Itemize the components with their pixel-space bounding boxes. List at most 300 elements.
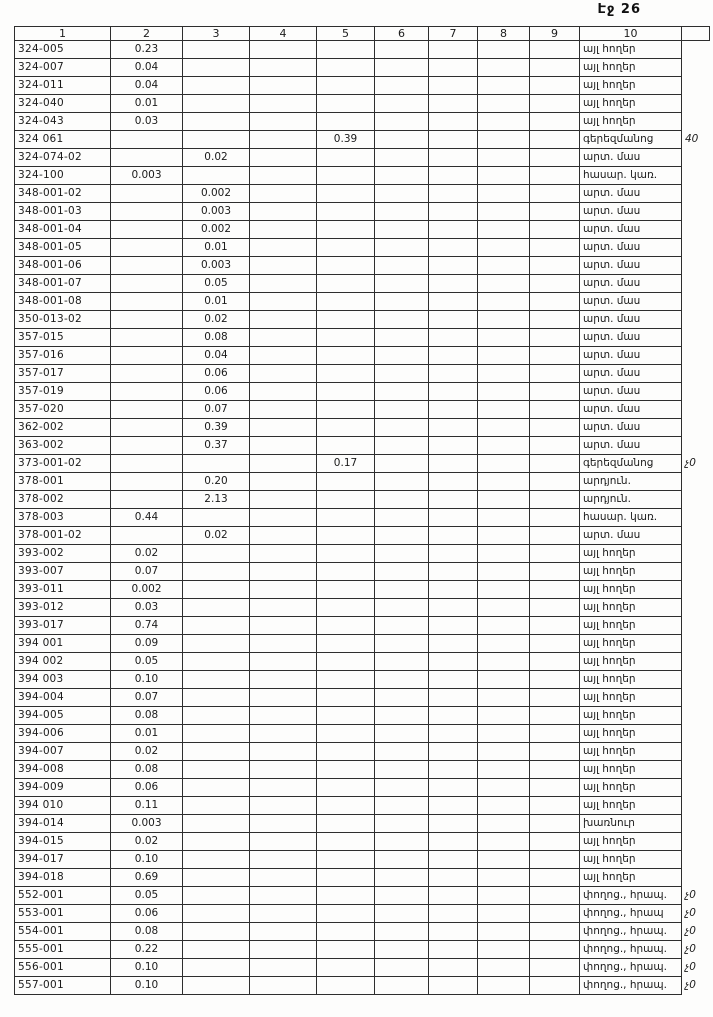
margin-note	[682, 653, 710, 671]
value-cell: 0.10	[111, 959, 183, 977]
margin-note	[682, 725, 710, 743]
value-cell	[250, 185, 317, 203]
land-use-cell: արտ. մաս	[580, 221, 682, 239]
table-row	[15, 689, 710, 707]
land-use-cell: արտ. մաս	[580, 437, 682, 455]
value-cell	[530, 563, 580, 581]
value-cell	[478, 59, 530, 77]
land-use-cell: արտ. մաս	[580, 149, 682, 167]
value-cell	[478, 617, 530, 635]
table-row	[15, 581, 710, 599]
land-use-cell: փողոց., հրապ.	[580, 923, 682, 941]
value-cell	[250, 473, 317, 491]
value-cell: 0.02	[111, 545, 183, 563]
value-cell	[111, 311, 183, 329]
table-row	[15, 599, 710, 617]
land-use-cell: արդյուն.	[580, 491, 682, 509]
margin-note	[682, 617, 710, 635]
margin-note	[682, 599, 710, 617]
value-cell	[530, 635, 580, 653]
value-cell: 0.08	[111, 707, 183, 725]
margin-note	[682, 581, 710, 599]
value-cell: 0.04	[111, 77, 183, 95]
margin-note	[682, 761, 710, 779]
value-cell	[375, 509, 429, 527]
value-cell	[375, 779, 429, 797]
value-cell	[530, 347, 580, 365]
value-cell	[478, 185, 530, 203]
value-cell	[429, 923, 478, 941]
parcel-code-cell: 357-015	[15, 329, 111, 347]
value-cell	[478, 167, 530, 185]
table-row	[15, 617, 710, 635]
land-use-cell: արտ. մաս	[580, 311, 682, 329]
land-parcels-table	[14, 26, 710, 995]
value-cell	[375, 131, 429, 149]
table-row	[15, 401, 710, 419]
value-cell	[478, 725, 530, 743]
value-cell	[317, 509, 375, 527]
table-row	[15, 959, 710, 977]
value-cell: 0.11	[111, 797, 183, 815]
value-cell	[429, 977, 478, 995]
value-cell	[429, 959, 478, 977]
value-cell	[250, 959, 317, 977]
margin-note: չ0	[685, 907, 696, 920]
parcel-code-cell: 394 002	[15, 653, 111, 671]
value-cell: 0.002	[183, 185, 250, 203]
value-cell: 0.02	[111, 743, 183, 761]
value-cell: 0.08	[111, 761, 183, 779]
value-cell	[250, 455, 317, 473]
value-cell	[250, 671, 317, 689]
column-header-9: 9	[530, 27, 580, 41]
value-cell	[317, 419, 375, 437]
table-row	[15, 437, 710, 455]
value-cell	[317, 527, 375, 545]
value-cell: 0.03	[111, 113, 183, 131]
value-cell	[429, 941, 478, 959]
margin-note	[682, 383, 710, 401]
land-use-cell: արտ. մաս	[580, 419, 682, 437]
value-cell	[478, 329, 530, 347]
value-cell	[429, 365, 478, 383]
value-cell	[317, 545, 375, 563]
value-cell: 0.06	[111, 779, 183, 797]
value-cell	[478, 95, 530, 113]
value-cell	[111, 275, 183, 293]
land-use-cell: արտ. մաս	[580, 275, 682, 293]
value-cell	[183, 797, 250, 815]
value-cell	[250, 905, 317, 923]
land-use-cell: արտ. մաս	[580, 347, 682, 365]
margin-note	[682, 203, 710, 221]
value-cell	[429, 203, 478, 221]
value-cell	[317, 329, 375, 347]
value-cell	[250, 59, 317, 77]
value-cell	[429, 419, 478, 437]
value-cell	[375, 95, 429, 113]
value-cell	[375, 635, 429, 653]
value-cell	[111, 437, 183, 455]
land-use-cell: գերեզմանոց	[580, 131, 682, 149]
value-cell	[530, 185, 580, 203]
value-cell	[530, 833, 580, 851]
value-cell	[375, 959, 429, 977]
parcel-code-cell: 348-001-08	[15, 293, 111, 311]
margin-note	[682, 707, 710, 725]
value-cell	[375, 851, 429, 869]
margin-note	[682, 473, 710, 491]
value-cell	[250, 707, 317, 725]
table-row	[15, 779, 710, 797]
parcel-code-cell: 394-015	[15, 833, 111, 851]
value-cell: 0.07	[111, 563, 183, 581]
value-cell	[375, 743, 429, 761]
value-cell	[317, 473, 375, 491]
table-row	[15, 473, 710, 491]
value-cell	[250, 689, 317, 707]
value-cell	[429, 329, 478, 347]
value-cell	[530, 239, 580, 257]
value-cell	[183, 815, 250, 833]
value-cell	[375, 527, 429, 545]
table-row	[15, 797, 710, 815]
column-header-6: 6	[375, 27, 429, 41]
table-row	[15, 653, 710, 671]
value-cell	[250, 311, 317, 329]
margin-note	[682, 347, 710, 365]
value-cell	[375, 437, 429, 455]
value-cell	[429, 131, 478, 149]
value-cell	[375, 707, 429, 725]
value-cell	[530, 905, 580, 923]
value-cell	[429, 869, 478, 887]
value-cell	[111, 491, 183, 509]
margin-note	[682, 527, 710, 545]
value-cell	[111, 293, 183, 311]
value-cell	[478, 131, 530, 149]
value-cell	[250, 365, 317, 383]
value-cell	[183, 761, 250, 779]
value-cell	[250, 599, 317, 617]
value-cell	[111, 401, 183, 419]
parcel-code-cell: 553-001	[15, 905, 111, 923]
parcel-code-cell: 348-001-05	[15, 239, 111, 257]
land-use-cell: արտ. մաս	[580, 527, 682, 545]
value-cell	[183, 167, 250, 185]
value-cell	[530, 815, 580, 833]
value-cell	[530, 923, 580, 941]
value-cell	[478, 581, 530, 599]
value-cell	[375, 455, 429, 473]
value-cell: 0.69	[111, 869, 183, 887]
value-cell: 0.02	[183, 311, 250, 329]
value-cell	[111, 365, 183, 383]
table-row	[15, 275, 710, 293]
value-cell	[375, 671, 429, 689]
value-cell	[375, 185, 429, 203]
value-cell	[250, 653, 317, 671]
table-row	[15, 869, 710, 887]
value-cell	[530, 887, 580, 905]
parcel-code-cell: 394-018	[15, 869, 111, 887]
value-cell: 0.37	[183, 437, 250, 455]
value-cell	[375, 167, 429, 185]
value-cell	[478, 671, 530, 689]
value-cell	[530, 365, 580, 383]
value-cell	[375, 923, 429, 941]
value-cell	[375, 833, 429, 851]
land-use-cell: այլ հողեր	[580, 635, 682, 653]
value-cell	[111, 131, 183, 149]
value-cell	[250, 779, 317, 797]
value-cell	[478, 545, 530, 563]
value-cell	[250, 617, 317, 635]
margin-note	[682, 311, 710, 329]
value-cell	[183, 725, 250, 743]
value-cell	[530, 671, 580, 689]
value-cell: 0.01	[183, 239, 250, 257]
value-cell	[429, 527, 478, 545]
margin-note: չ0	[685, 889, 696, 902]
parcel-code-cell: 394 010	[15, 797, 111, 815]
value-cell	[317, 941, 375, 959]
table-row	[15, 977, 710, 995]
table-row	[15, 833, 710, 851]
value-cell	[183, 599, 250, 617]
parcel-code-cell: 350-013-02	[15, 311, 111, 329]
table-row	[15, 527, 710, 545]
value-cell	[429, 77, 478, 95]
value-cell: 0.003	[183, 203, 250, 221]
value-cell	[317, 959, 375, 977]
value-cell	[530, 419, 580, 437]
parcel-code-cell: 378-001	[15, 473, 111, 491]
parcel-code-cell: 393-012	[15, 599, 111, 617]
column-header-10: 10	[580, 27, 682, 41]
value-cell: 0.07	[111, 689, 183, 707]
value-cell	[429, 743, 478, 761]
value-cell	[478, 41, 530, 59]
parcel-code-cell: 555-001	[15, 941, 111, 959]
margin-note	[682, 59, 710, 77]
value-cell	[530, 77, 580, 95]
margin-note	[682, 437, 710, 455]
value-cell	[317, 851, 375, 869]
parcel-code-cell: 348-001-04	[15, 221, 111, 239]
value-cell	[250, 563, 317, 581]
value-cell: 0.10	[111, 671, 183, 689]
value-cell	[317, 491, 375, 509]
value-cell	[250, 761, 317, 779]
value-cell	[429, 851, 478, 869]
land-use-cell: այլ հողեր	[580, 707, 682, 725]
margin-note	[682, 221, 710, 239]
parcel-code-cell: 324-074-02	[15, 149, 111, 167]
value-cell	[250, 239, 317, 257]
table-row	[15, 77, 710, 95]
value-cell	[111, 347, 183, 365]
value-cell	[375, 797, 429, 815]
value-cell	[183, 509, 250, 527]
value-cell	[317, 671, 375, 689]
value-cell	[429, 275, 478, 293]
value-cell	[429, 761, 478, 779]
margin-note	[682, 743, 710, 761]
margin-note	[682, 257, 710, 275]
value-cell	[183, 77, 250, 95]
parcel-code-cell: 393-017	[15, 617, 111, 635]
value-cell	[317, 293, 375, 311]
value-cell	[530, 761, 580, 779]
value-cell	[478, 689, 530, 707]
margin-note: չ0	[685, 457, 696, 470]
value-cell	[317, 743, 375, 761]
parcel-code-cell: 324-007	[15, 59, 111, 77]
column-header-3: 3	[183, 27, 250, 41]
value-cell	[478, 311, 530, 329]
column-header-5: 5	[317, 27, 375, 41]
parcel-code-cell: 348-001-06	[15, 257, 111, 275]
value-cell	[530, 617, 580, 635]
value-cell	[429, 257, 478, 275]
margin-note: չ0	[685, 961, 696, 974]
table-row	[15, 257, 710, 275]
value-cell	[429, 779, 478, 797]
value-cell	[375, 545, 429, 563]
land-use-cell: այլ հողեր	[580, 653, 682, 671]
value-cell: 0.23	[111, 41, 183, 59]
table-row	[15, 923, 710, 941]
value-cell	[478, 239, 530, 257]
value-cell: 0.08	[111, 923, 183, 941]
value-cell	[111, 527, 183, 545]
value-cell: 0.003	[183, 257, 250, 275]
margin-note	[682, 815, 710, 833]
table-row	[15, 113, 710, 131]
value-cell	[478, 455, 530, 473]
value-cell	[478, 635, 530, 653]
value-cell: 0.05	[111, 653, 183, 671]
value-cell	[530, 113, 580, 131]
value-cell	[375, 563, 429, 581]
value-cell	[375, 275, 429, 293]
land-use-cell: այլ հողեր	[580, 581, 682, 599]
value-cell	[317, 977, 375, 995]
table-row	[15, 671, 710, 689]
land-use-cell: խառնուր	[580, 815, 682, 833]
value-cell	[250, 41, 317, 59]
value-cell	[250, 437, 317, 455]
table-row	[15, 41, 710, 59]
value-cell	[317, 797, 375, 815]
margin-note	[682, 851, 710, 869]
parcel-code-cell: 557-001	[15, 977, 111, 995]
value-cell	[317, 221, 375, 239]
value-cell	[429, 887, 478, 905]
value-cell: 0.20	[183, 473, 250, 491]
value-cell	[183, 905, 250, 923]
value-cell	[250, 95, 317, 113]
value-cell	[250, 347, 317, 365]
land-use-cell: այլ հողեր	[580, 77, 682, 95]
value-cell	[317, 887, 375, 905]
value-cell	[530, 527, 580, 545]
value-cell	[530, 293, 580, 311]
value-cell	[375, 203, 429, 221]
value-cell	[429, 509, 478, 527]
table-row	[15, 149, 710, 167]
value-cell	[183, 887, 250, 905]
value-cell	[429, 833, 478, 851]
parcel-code-cell: 556-001	[15, 959, 111, 977]
value-cell	[250, 383, 317, 401]
value-cell	[183, 689, 250, 707]
value-cell	[317, 401, 375, 419]
value-cell	[429, 437, 478, 455]
margin-note	[682, 833, 710, 851]
value-cell	[250, 581, 317, 599]
value-cell	[317, 95, 375, 113]
value-cell	[429, 455, 478, 473]
parcel-code-cell: 394-006	[15, 725, 111, 743]
land-use-cell: այլ հողեր	[580, 833, 682, 851]
value-cell: 0.03	[111, 599, 183, 617]
land-use-cell: արտ. մաս	[580, 257, 682, 275]
value-cell	[530, 725, 580, 743]
parcel-code-cell: 394 003	[15, 671, 111, 689]
parcel-code-cell: 378-003	[15, 509, 111, 527]
margin-note	[682, 293, 710, 311]
land-use-cell: այլ հողեր	[580, 95, 682, 113]
value-cell	[530, 941, 580, 959]
margin-note: չ0	[685, 925, 696, 938]
land-use-cell: այլ հողեր	[580, 779, 682, 797]
value-cell	[250, 509, 317, 527]
value-cell	[183, 779, 250, 797]
table-row	[15, 941, 710, 959]
value-cell	[429, 383, 478, 401]
land-use-cell: այլ հողեր	[580, 725, 682, 743]
value-cell: 0.003	[111, 815, 183, 833]
value-cell	[375, 365, 429, 383]
value-cell	[530, 455, 580, 473]
value-cell	[250, 545, 317, 563]
table-header-row	[15, 27, 710, 41]
parcel-code-cell: 357-019	[15, 383, 111, 401]
column-header-1: 1	[15, 27, 111, 41]
land-use-cell: արտ. մաս	[580, 401, 682, 419]
parcel-code-cell: 394-014	[15, 815, 111, 833]
margin-note	[682, 545, 710, 563]
land-use-cell: արտ. մաս	[580, 329, 682, 347]
value-cell	[375, 221, 429, 239]
value-cell	[250, 131, 317, 149]
value-cell	[429, 581, 478, 599]
value-cell	[530, 275, 580, 293]
value-cell	[250, 977, 317, 995]
parcel-code-cell: 394-008	[15, 761, 111, 779]
parcel-code-cell: 324 061	[15, 131, 111, 149]
table-row	[15, 563, 710, 581]
margin-note	[682, 635, 710, 653]
value-cell	[530, 329, 580, 347]
value-cell	[530, 959, 580, 977]
value-cell: 0.10	[111, 977, 183, 995]
value-cell	[250, 203, 317, 221]
value-cell	[183, 671, 250, 689]
